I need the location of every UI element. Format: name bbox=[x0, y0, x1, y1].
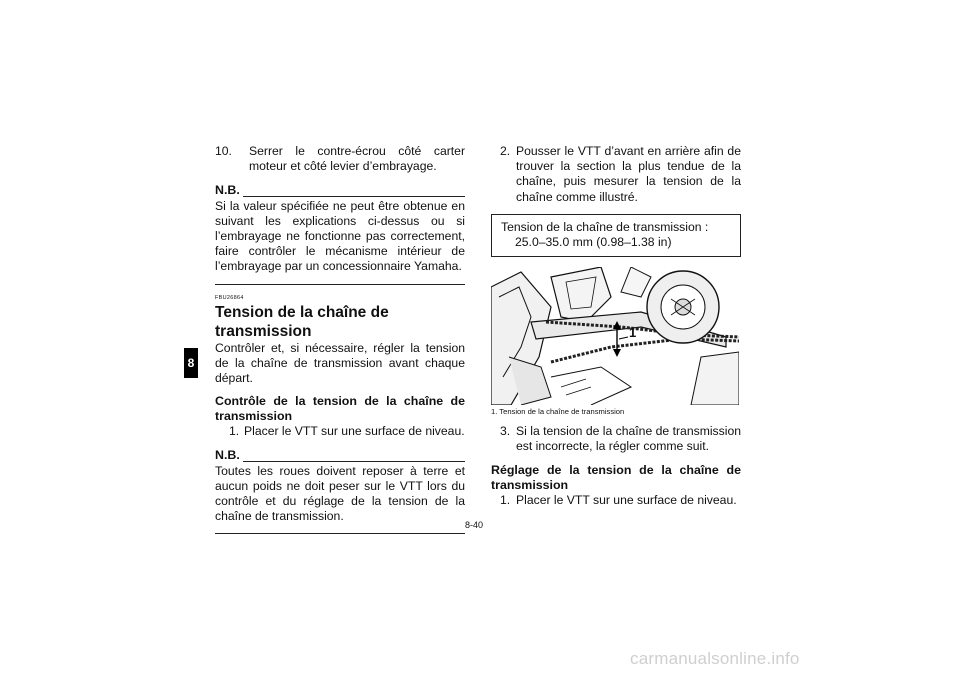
note-text: Si la valeur spécifiée ne peut être obtenue en suivant les explications ci-dessus ou si l’embrayage ne fonctionne pas correctement, faire contrôler le mécanisme intérieur de l’embrayage par un concessionnaire Yamaha. bbox=[215, 198, 465, 274]
section-tab bbox=[184, 348, 198, 378]
note-rule bbox=[243, 461, 465, 462]
callout-number: 1 bbox=[629, 325, 637, 341]
step-number: 3. bbox=[500, 424, 511, 439]
step-text: Serrer le contre-écrou côté carter moteur et côté levier d’embrayage. bbox=[249, 144, 465, 174]
subheading-check: Contrôle de la tension de la chaîne de transmission bbox=[215, 394, 465, 424]
note-end-rule bbox=[215, 533, 465, 534]
watermark: carmanualsonline.info bbox=[630, 649, 800, 668]
step-text: Pousser le VTT d’avant en arrière afin de trouver la section la plus tendue de la chaîne, puis mesurer la tension de la chaîne comme illustré. bbox=[516, 144, 741, 204]
page-number: 8-40 bbox=[465, 520, 484, 530]
spec-value: 25.0–35.0 mm (0.98–1.38 in) bbox=[515, 235, 672, 250]
step-number: 10. bbox=[215, 144, 232, 158]
note-1 bbox=[215, 183, 465, 284]
note-2 bbox=[215, 448, 465, 534]
note-rule bbox=[243, 196, 465, 197]
right-column bbox=[491, 144, 741, 508]
section-tab-number: 8 bbox=[187, 356, 195, 370]
note-text: Toutes les roues doivent reposer à terre et aucun poids ne doit peser sur le VTT lors du contrôle et du réglage de la tension de la chaîne de transmission. bbox=[215, 463, 465, 524]
intro-paragraph: Contrôler et, si nécessaire, régler la tension de la chaîne de transmission avant chaque départ. bbox=[215, 340, 465, 386]
section-heading: Tension de la chaîne de transmission bbox=[215, 303, 389, 340]
chain-illustration bbox=[491, 267, 739, 405]
step-text: Placer le VTT sur une surface de niveau. bbox=[244, 424, 465, 439]
step-3 bbox=[491, 424, 741, 454]
spec-label: Tension de la chaîne de transmission : bbox=[501, 219, 709, 234]
step-2 bbox=[491, 144, 741, 205]
figure-caption: 1. Tension de la chaîne de transmission bbox=[491, 407, 625, 417]
spec-box bbox=[491, 214, 741, 257]
step-1 bbox=[215, 424, 465, 439]
step-10 bbox=[215, 144, 465, 174]
note-end-rule bbox=[215, 284, 465, 285]
step-text: Placer le VTT sur une surface de niveau. bbox=[516, 492, 737, 507]
step-number: 1. bbox=[229, 424, 240, 439]
subheading-adjust: Réglage de la tension de la chaîne de transmission bbox=[491, 462, 741, 492]
step-number: 1. bbox=[500, 492, 511, 507]
left-column bbox=[215, 144, 465, 534]
note-label: N.B. bbox=[215, 448, 240, 463]
note-label: N.B. bbox=[215, 183, 240, 198]
step-1 bbox=[491, 493, 741, 508]
step-text: Si la tension de la chaîne de transmission est incorrecte, la régler comme suit. bbox=[516, 424, 741, 454]
reference-code: FBU26864 bbox=[215, 294, 244, 301]
chain-drawing bbox=[491, 267, 739, 405]
step-number: 2. bbox=[500, 144, 511, 158]
